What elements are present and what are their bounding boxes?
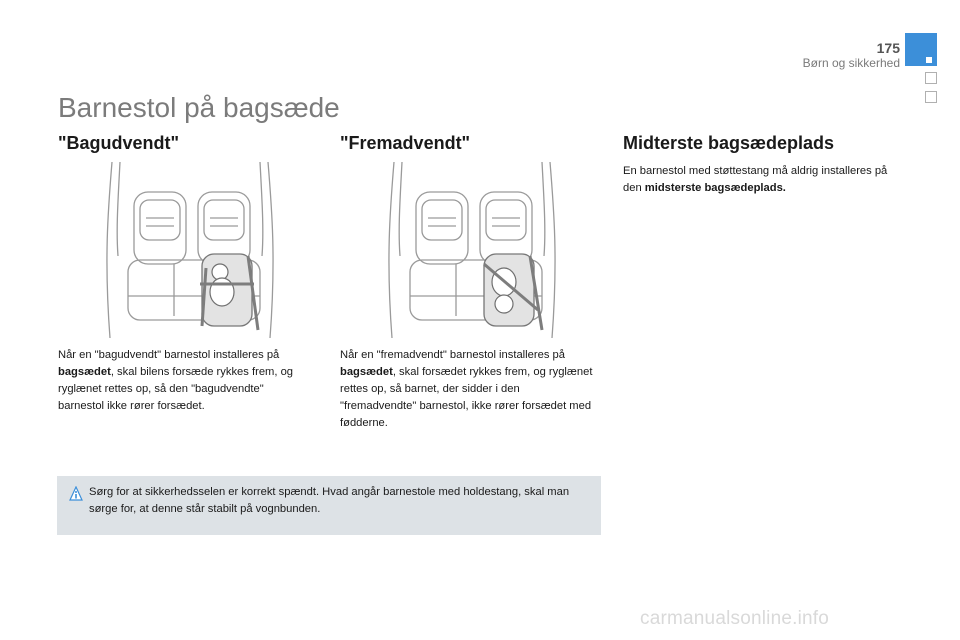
heading-middle-seat: Midterste bagsædeplads [623,133,835,153]
chapter-tab[interactable] [925,91,937,103]
footer-watermark[interactable]: carmanualsonline.info [640,608,830,629]
forward-facing-seat-diagram [380,160,564,340]
middle-seat-text: En barnestol med støttestang må aldrig installeres på den midsterste bagsædeplads. [623,165,888,194]
page-number: 175 [876,40,900,56]
rear-facing-text: Når en "bagudvendt" barnestol installeres på bagsædet, skal bilens forsæde rykkes frem, og ryglænet rettes op, så den "bagudvendte" barnestol ikke rører forsædet. [58,349,294,412]
heading-forward-facing: "Fremadvendt" [340,133,471,153]
chapter-tab-active[interactable] [905,33,937,66]
chapter-tab[interactable] [925,72,937,84]
rear-facing-seat-diagram [98,160,282,340]
heading-rear-facing: "Bagudvendt" [58,133,180,153]
info-note [57,476,601,535]
section-name: Børn og sikkerhed [802,56,900,70]
page-title: Barnestol på bagsæde [58,92,340,123]
forward-facing-text: Når en "fremadvendt" barnestol installeres på bagsædet, skal forsædet rykkes frem, og ryglænet rettes op, så barnet, der sidder i den "fremadvendte" barnestol, ikke rører forsædet med fødderne. [340,349,593,429]
info-icon [69,486,83,502]
info-note-text: Sørg for at sikkerhedsselen er korrekt spændt. Hvad angår barnestole med holdestang, skal man sørge for, at denne står stabilt på vognbunden. [89,486,570,515]
tab-marker-icon [926,57,932,63]
